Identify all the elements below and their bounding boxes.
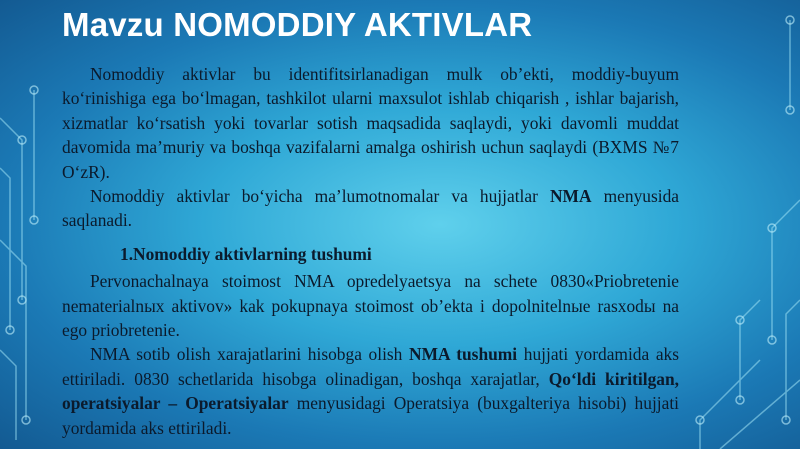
paragraph-menu: Nomoddiy aktivlar bo‘yicha ma’lumotnomalar va hujjatlar NMA menyusida saqlanadi. <box>62 186 679 231</box>
slide-title: Mavzu NOMODDIY AKTIVLAR <box>62 6 533 43</box>
bold-nma: NMA <box>549 186 592 207</box>
paragraph-expenses: NMA sotib olish xarajatlarini hisobga olish NMA tushumi hujjati yordamida aks ettiriladi. 0830 schetlarida hisobga olinadigan, boshqa xarajatlar, Qo‘ldi kiritilgan, operatsiyalar – Operatsiyalar menyusidagi Operatsiya (buxgalteriya hisobi) hujjati yordamida aks ettiriladi. <box>62 344 680 438</box>
section-heading: 1.Nomoddiy aktivlarning tushumi <box>120 243 372 264</box>
paragraph-cost: Pervonachalnaya stoimost NMA opredelyaetsya na schete 0830«Priobretenie nematerialnыx aktivov» kak pokupnaya stoimost ob’ekta i dopolnitelnыe rasxodы na ego priobretenie. <box>62 271 679 341</box>
slide-body <box>62 62 679 440</box>
bold-operations-path: Qo‘ldi kiritilgan, operatsiyalar – Operatsiyalar <box>62 368 679 414</box>
paragraph-definition: Nomoddiy aktivlar bu identifitsirlanadigan mulk ob’ekti, moddiy-buyum ko‘rinishiga ega bo‘lmagan, tashkilot ularni maxsulot ishlab chiqarish , ishlar bajarish, xizmatlar ko‘rsatish yoki tovarlar sotish maqsadida saqlaydi, yoki davomli muddat davomida ma’muriy va boshqa vazifalarni amalga oshirish uchun saqlaydi (BXMS №7 O‘zR). <box>62 64 679 182</box>
bold-nma-tushumi: NMA tushumi <box>409 344 518 365</box>
